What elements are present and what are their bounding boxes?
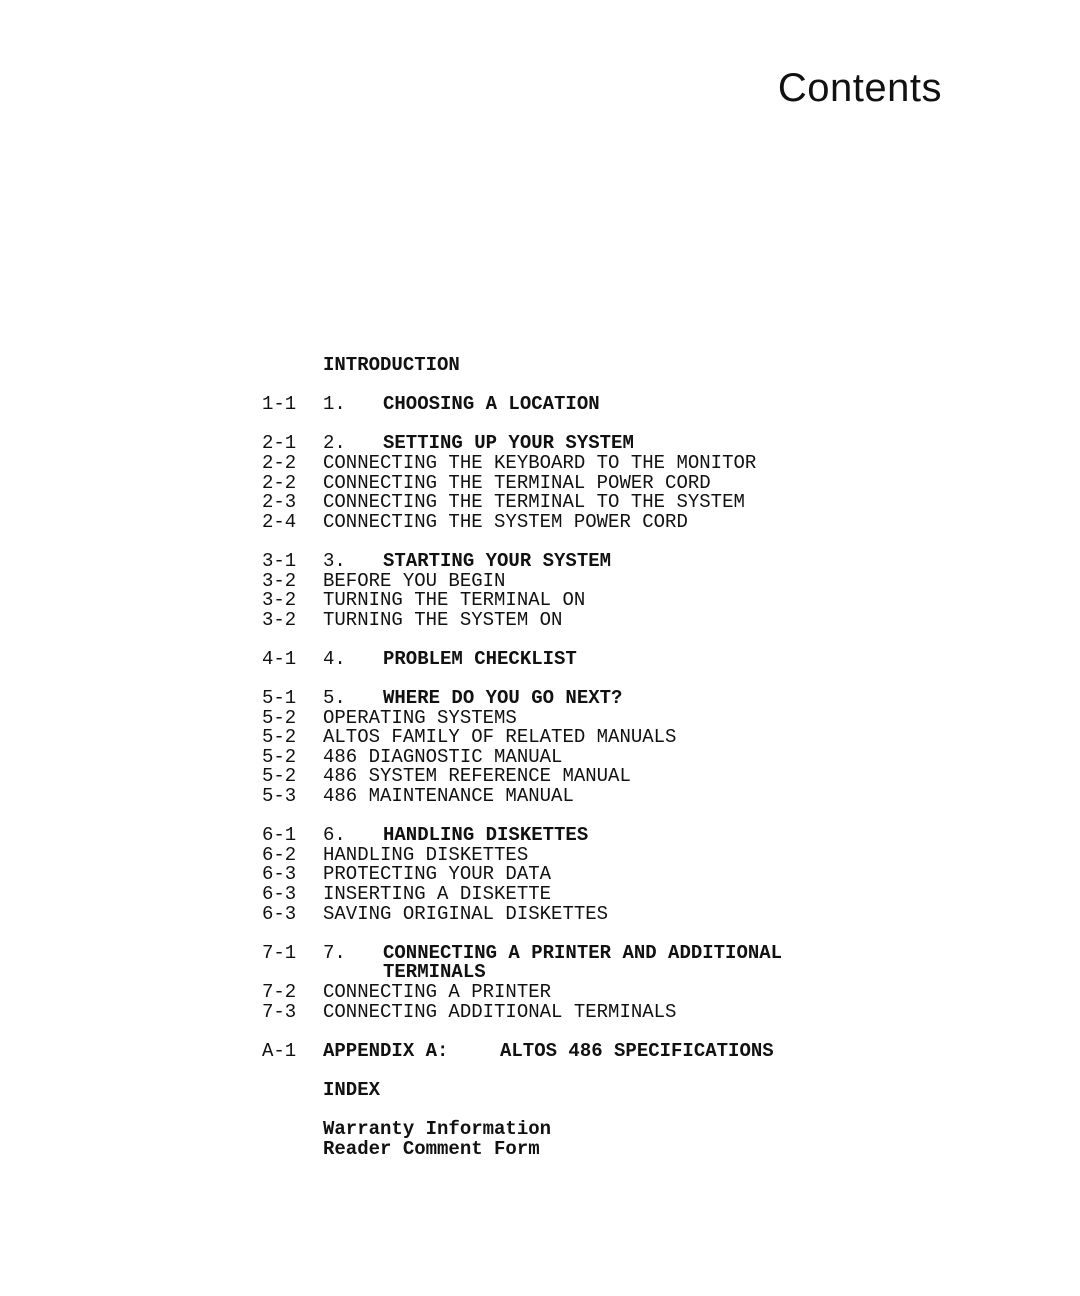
entry-title: INSERTING A DISKETTE <box>323 883 552 906</box>
appendix-title: ALTOS 486 SPECIFICATIONS <box>500 1039 774 1062</box>
section-page: 7-1 <box>262 941 297 964</box>
section-title: SETTING UP YOUR SYSTEM <box>383 432 634 455</box>
toc-entry <box>262 787 782 807</box>
entry-title: 486 MAINTENANCE MANUAL <box>323 785 574 808</box>
section-number: 3. <box>323 549 346 572</box>
reader-comment-form <box>262 1137 782 1160</box>
toc-entry <box>262 983 782 1003</box>
toc-entry <box>262 493 782 513</box>
entry-title: 486 DIAGNOSTIC MANUAL <box>323 745 563 768</box>
section-page: 5-1 <box>262 687 297 710</box>
entry-title: CONNECTING THE TERMINAL TO THE SYSTEM <box>323 491 745 514</box>
toc-entry <box>262 510 782 533</box>
toc-entry <box>262 451 782 474</box>
section-number: 4. <box>323 647 346 670</box>
entry-title: CONNECTING THE TERMINAL POWER CORD <box>323 471 711 494</box>
section-title: PROBLEM CHECKLIST <box>383 647 577 670</box>
table-of-contents <box>262 356 782 1159</box>
section-title: HANDLING DISKETTES <box>383 824 589 847</box>
index-title: INDEX <box>323 1078 381 1101</box>
entry-page: 5-2 <box>262 706 297 729</box>
section-1-heading <box>262 395 782 415</box>
section-7-heading <box>262 941 783 964</box>
toc-entry <box>262 728 782 748</box>
entry-title: TURNING THE TERMINAL ON <box>323 589 586 612</box>
toc-entry <box>262 591 782 611</box>
section-page: 4-1 <box>262 647 297 670</box>
entry-title: ALTOS FAMILY OF RELATED MANUALS <box>323 726 677 749</box>
entry-title: CONNECTING A PRINTER <box>323 981 552 1003</box>
entry-title: SAVING ORIGINAL DISKETTES <box>323 902 609 925</box>
entry-title: CONNECTING THE SYSTEM POWER CORD <box>323 510 688 533</box>
section-number: 1. <box>323 393 346 416</box>
section-number: 6. <box>323 824 346 847</box>
warranty-information <box>262 1120 782 1140</box>
section-title-continued: TERMINALS <box>383 961 486 984</box>
entry-page: 3-2 <box>262 589 297 612</box>
reader-comment-title: Reader Comment Form <box>323 1137 540 1160</box>
section-6-heading <box>262 826 782 846</box>
section-title: CHOOSING A LOCATION <box>383 393 600 416</box>
section-4-heading <box>262 647 782 670</box>
entry-title: PROTECTING YOUR DATA <box>323 863 552 886</box>
toc-entry <box>262 885 782 905</box>
entry-title: CONNECTING ADDITIONAL TERMINALS <box>323 1000 677 1023</box>
section-page: 1-1 <box>262 393 297 416</box>
appendix-label: APPENDIX A: <box>323 1039 449 1062</box>
section-page: 2-1 <box>262 432 297 455</box>
entry-page: 3-2 <box>262 608 297 631</box>
entry-page: 6-2 <box>262 843 297 866</box>
section-5-heading <box>262 689 782 709</box>
section-title: STARTING YOUR SYSTEM <box>383 549 612 572</box>
section-page: 3-1 <box>262 549 297 572</box>
entry-page: 5-2 <box>262 765 297 788</box>
toc-entry <box>262 1000 782 1023</box>
entry-page: 7-2 <box>262 981 297 1003</box>
entry-page: 6-3 <box>262 883 297 906</box>
index-heading <box>262 1078 782 1101</box>
entry-page: 2-2 <box>262 451 297 474</box>
entry-title: 486 SYSTEM REFERENCE MANUAL <box>323 765 631 788</box>
entry-title: OPERATING SYSTEMS <box>323 706 517 729</box>
entry-page: 6-3 <box>262 863 297 886</box>
section-page: 6-1 <box>262 824 297 847</box>
appendix-heading <box>262 1039 782 1062</box>
page-title: Contents <box>777 66 942 110</box>
entry-page: 2-4 <box>262 510 297 533</box>
toc-entry <box>262 902 782 925</box>
section-number: 2. <box>323 432 346 455</box>
toc-entry <box>262 608 782 631</box>
entry-page: 5-2 <box>262 745 297 768</box>
entry-page: 5-3 <box>262 785 297 808</box>
entry-page: 2-2 <box>262 471 297 494</box>
entry-title: CONNECTING THE KEYBOARD TO THE MONITOR <box>323 451 757 474</box>
appendix-page: A-1 <box>262 1039 297 1062</box>
toc-introduction <box>262 356 782 376</box>
entry-page: 5-2 <box>262 726 297 749</box>
introduction-heading: INTRODUCTION <box>323 354 460 376</box>
entry-page: 6-3 <box>262 902 297 925</box>
entry-title: BEFORE YOU BEGIN <box>323 569 506 592</box>
entry-page: 2-3 <box>262 491 297 514</box>
entry-page: 3-2 <box>262 569 297 592</box>
entry-title: TURNING THE SYSTEM ON <box>323 608 563 631</box>
section-number: 7. <box>323 941 346 964</box>
section-number: 5. <box>323 687 346 710</box>
warranty-title: Warranty Information <box>323 1118 552 1141</box>
entry-title: HANDLING DISKETTES <box>323 843 529 866</box>
section-title: WHERE DO YOU GO NEXT? <box>383 687 623 710</box>
entry-page: 7-3 <box>262 1000 297 1023</box>
section-title: CONNECTING A PRINTER AND ADDITIONAL <box>383 941 783 964</box>
section-3-heading <box>262 549 782 572</box>
